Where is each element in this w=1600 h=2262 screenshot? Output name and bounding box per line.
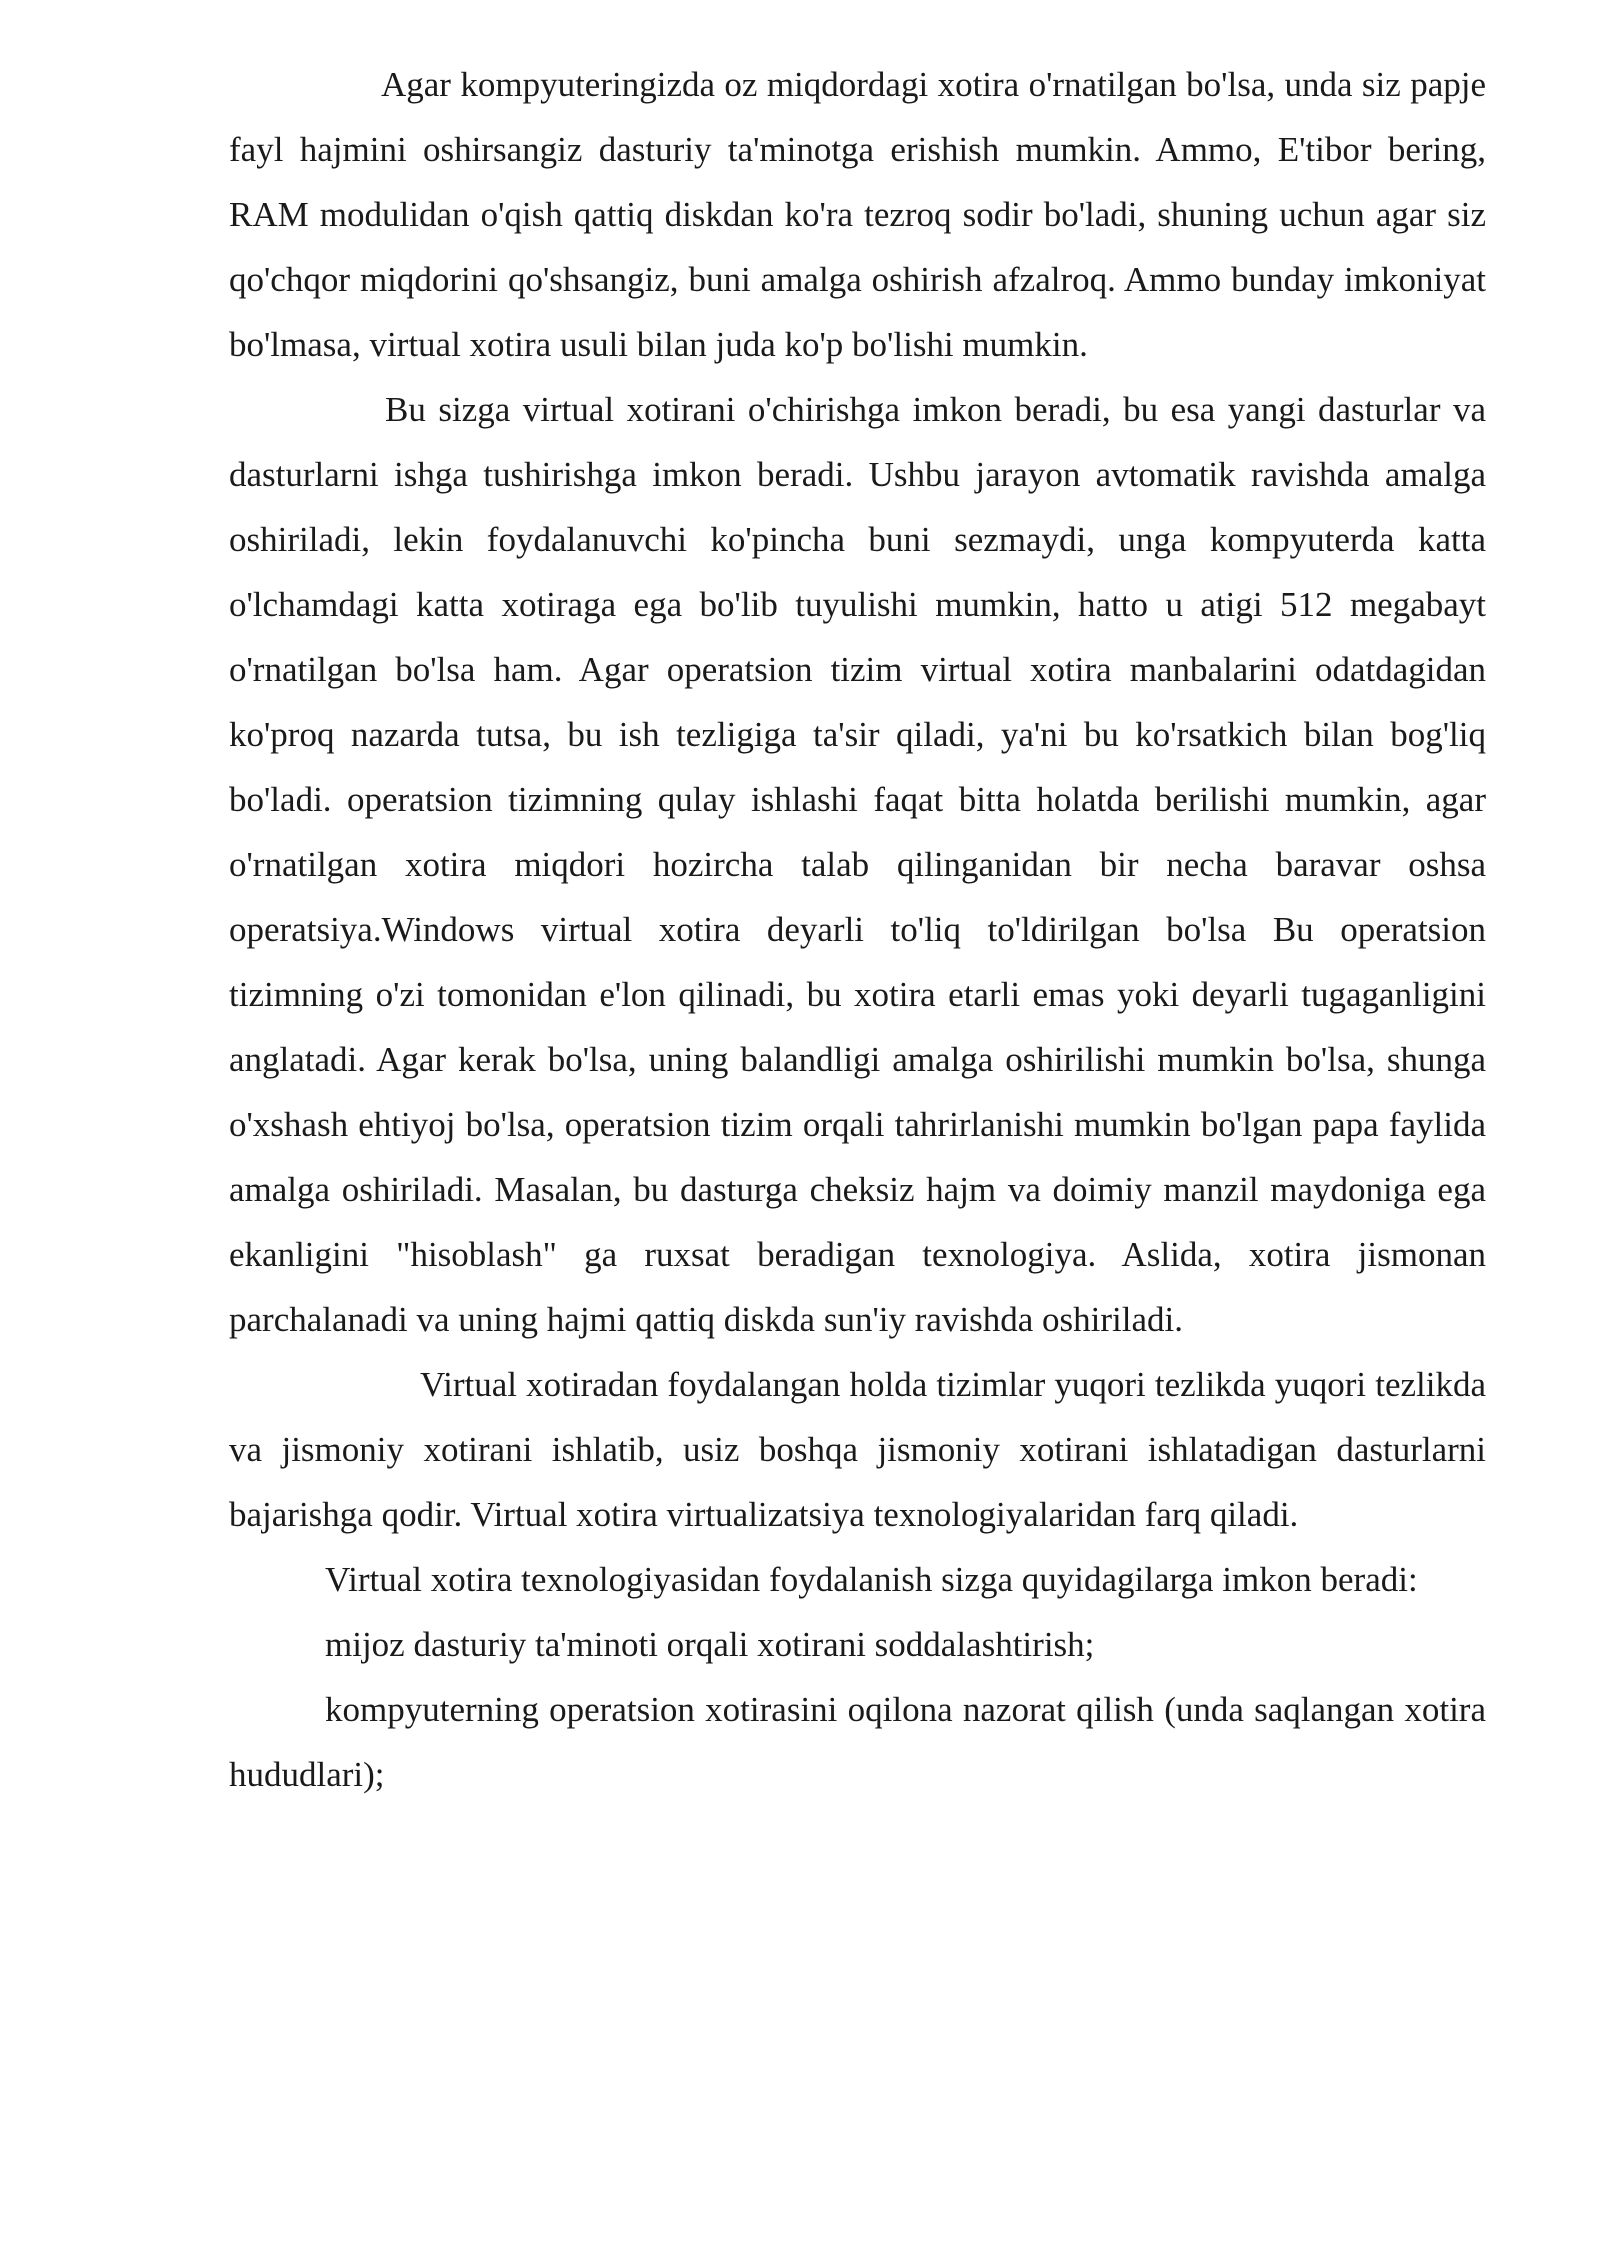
paragraph-virtual-memory-operation: Bu sizga virtual xotirani o'chirishga imkon beradi, bu esa yangi dasturlar va dasturlarni ishga tushirishga imkon beradi. Ushbu jarayon avtomatik ravishda amalga oshiriladi, lekin foydalanuvchi ko'pincha buni sezmaydi, unga kompyuterda katta o'lchamdagi katta xotiraga ega bo'lib tuyulishi mumkin, hatto u atigi 512 megabayt o'rnatilgan bo'lsa ham. Agar operatsion tizim virtual xotira manbalarini odatdagidan ko'proq nazarda tutsa, bu ish tezligiga ta'sir qiladi, ya'ni bu ko'rsatkich bilan bog'liq bo'ladi. operatsion tizimning qulay ishlashi faqat bitta holatda berilishi mumkin, agar o'rnatilgan xotira miqdori hozircha talab qilinganidan bir necha baravar oshsa operatsiya.Windows virtual xotira deyarli to'liq to'ldirilgan bo'lsa Bu operatsion tizimning o'zi tomonidan e'lon qilinadi, bu xotira etarli emas yoki deyarli tugaganligini anglatadi. Agar kerak bo'lsa, uning balandligi amalga oshirilishi mumkin bo'lsa, shunga o'xshash ehtiyoj bo'lsa, operatsion tizim orqali tahrirlanishi mumkin bo'lgan papa faylida amalga oshiriladi. Masalan, bu dasturga cheksiz hajm va doimiy manzil maydoniga ega ekanligini "hisoblash" ga ruxsat beradigan texnologiya. Aslida, xotira jismonan parchalanadi va uning hajmi qattiq diskda sun'iy ravishda oshiriladi. (229, 390, 1486, 1339)
paragraph-ram-page-file: Agar kompyuteringizda oz miqdordagi xotira o'rnatilgan bo'lsa, unda siz papje fayl hajmini oshirsangiz dasturiy ta'minotga erishish mumkin. Ammo, E'tibor bering, RAM modulidan o'qish qattiq diskdan ko'ra tezroq sodir bo'ladi, shuning uchun agar siz qo'chqor miqdorini qo'shsangiz, buni amalga oshirish afzalroq. Ammo bunday imkoniyat bo'lmasa, virtual xotira usuli bilan juda ko'p bo'lishi mumkin. (229, 65, 1486, 364)
document-body (229, 52, 1486, 1807)
paragraph-list-intro: Virtual xotira texnologiyasidan foydalanish sizga quyidagilarga imkon beradi: (325, 1560, 1418, 1599)
list-item-memory-control: kompyuterning operatsion xotirasini oqilona nazorat qilish (unda saqlangan xotira hududlari); (229, 1690, 1486, 1794)
list-item-simplify-memory: mijoz dasturiy ta'minoti orqali xotirani soddalashtirish; (325, 1625, 1095, 1664)
paragraph-virtual-memory-systems: Virtual xotiradan foydalangan holda tizimlar yuqori tezlikda yuqori tezlikda va jismoniy xotirani ishlatib, usiz boshqa jismoniy xotirani ishlatadigan dasturlarni bajarishga qodir. Virtual xotira virtualizatsiya texnologiyalaridan farq qiladi. (229, 1365, 1486, 1534)
